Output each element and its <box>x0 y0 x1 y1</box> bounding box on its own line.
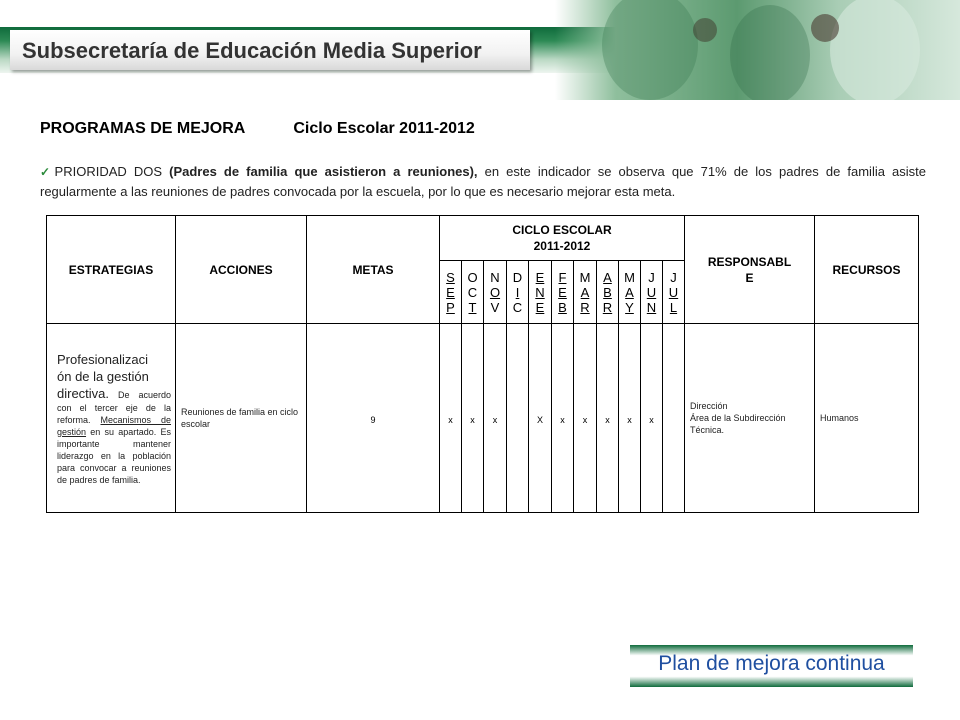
header-estrategias: ESTRATEGIAS <box>47 216 176 324</box>
estrategia-text2: en su apartado. Es importante mantener liderazgo en la población para convocar a reuniones de padres de familia. <box>57 426 171 485</box>
improvement-plan-table <box>46 215 919 513</box>
responsable-line2: Área de la Subdirección Técnica. <box>690 413 786 435</box>
estrategia-line2: ón de la gestión <box>57 368 149 384</box>
month-dic: D I C <box>507 261 529 324</box>
header-ciclo-line2: 2011-2012 <box>533 239 591 253</box>
table-row <box>47 324 919 513</box>
checkmark-icon: ✓ <box>40 165 54 179</box>
cycle-heading: Ciclo Escolar 2011-2012 <box>293 120 475 137</box>
estrategia-line3: directiva. <box>57 385 110 401</box>
mark-jul <box>663 324 685 513</box>
priority-bold: (Padres de familia que asistieron a reuniones), <box>169 164 478 179</box>
mark-mar: x <box>574 324 597 513</box>
priority-lead: PRIORIDAD DOS <box>54 164 170 179</box>
mark-dic <box>507 324 529 513</box>
estrategia-link: Mecanismos de gestión <box>57 414 172 437</box>
month-feb: F E B <box>552 261 574 324</box>
section-heading <box>40 120 475 138</box>
month-jul: J U L <box>663 261 685 324</box>
estrategia-text1: De acuerdo con el tercer eje de la reforma. <box>57 389 171 425</box>
header-ciclo <box>440 216 685 261</box>
header-responsable-line1: RESPONSABL <box>707 254 792 269</box>
header-responsable-line2: E <box>745 270 754 285</box>
month-abr: A B R <box>597 261 619 324</box>
header-metas: METAS <box>307 216 440 324</box>
month-nov: N O V <box>484 261 507 324</box>
month-oct: O C T <box>462 261 484 324</box>
page-title: Subsecretaría de Educación Media Superior <box>22 38 482 63</box>
mark-nov: x <box>484 324 507 513</box>
students-photo-illustration <box>555 0 960 100</box>
mark-feb: x <box>552 324 574 513</box>
mark-abr: x <box>597 324 619 513</box>
month-ene: E N E <box>529 261 552 324</box>
header-ciclo-line1: CICLO ESCOLAR <box>512 223 612 237</box>
footer-label: Plan de mejora continua <box>658 652 885 675</box>
mark-ene: X <box>529 324 552 513</box>
mark-sep: x <box>440 324 462 513</box>
footer-banner <box>630 645 913 687</box>
month-mar: M A R <box>574 261 597 324</box>
cell-meta: 9 <box>307 324 440 513</box>
mark-may: x <box>619 324 641 513</box>
priority-paragraph <box>40 162 926 201</box>
header-recursos: RECURSOS <box>815 216 919 324</box>
header-acciones: ACCIONES <box>176 216 307 324</box>
month-sep: S E P <box>440 261 462 324</box>
header-responsable <box>685 216 815 324</box>
mark-jun: x <box>641 324 663 513</box>
month-may: M A Y <box>619 261 641 324</box>
program-heading: PROGRAMAS DE MEJORA <box>40 120 246 137</box>
priority-rest: en este indicador se observa que 71% de los padres de familia asiste regularmente a las reuniones de padres convocada por la escuela, por lo que es necesario mejorar esta meta. <box>40 164 927 199</box>
header-banner <box>0 0 960 100</box>
responsable-line1: Dirección <box>690 401 728 411</box>
month-jun: J U N <box>641 261 663 324</box>
cell-recursos: Humanos <box>815 324 919 513</box>
banner-photo <box>555 0 960 100</box>
cell-estrategia <box>47 324 176 513</box>
cell-responsable <box>685 324 815 513</box>
estrategia-line1: Profesionalizaci <box>57 351 149 367</box>
mark-oct: x <box>462 324 484 513</box>
cell-accion: Reuniones de familia en ciclo escolar <box>176 324 307 513</box>
